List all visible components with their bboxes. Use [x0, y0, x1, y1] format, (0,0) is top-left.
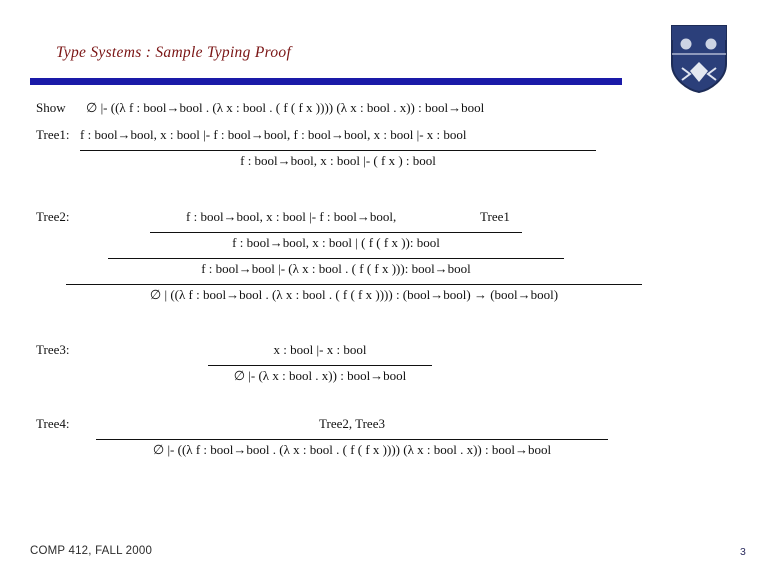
- tree2-inference-line-1: [150, 232, 522, 233]
- tree1-label: Tree1:: [36, 127, 70, 142]
- tree1-inference-line: [80, 150, 596, 151]
- tree2-denominator: ∅ | ((λ f : bool→bool . (λ x : bool . ( f ( f x )))) : (bool→bool) → (bool→bool): [149, 287, 559, 302]
- page-title: Type Systems : Sample Typing Proof: [56, 44, 292, 61]
- tree1-numerator: f : bool→bool, x : bool |- f : bool→bool, f : bool→bool, x : bool |- x : bool: [80, 127, 467, 142]
- show-label: Show: [36, 100, 66, 115]
- tree3-label: Tree3:: [36, 342, 70, 357]
- tree2-inference-line-3: [66, 284, 642, 285]
- tree2-numerator-ref: Tree1: [480, 209, 510, 224]
- tree3-denominator: ∅ |- (λ x : bool . x)) : bool→bool: [233, 368, 407, 383]
- tree3-inference-line: [208, 365, 432, 366]
- tree4-denominator: ∅ |- ((λ f : bool→bool . (λ x : bool . ( f ( f x )))) (λ x : bool . x)) : bool→bool: [152, 442, 552, 457]
- tree2-numerator-left: f : bool→bool, x : bool |- f : bool→bool,: [186, 209, 397, 224]
- tree3-numerator: x : bool |- x : bool: [273, 342, 367, 357]
- show-statement: ∅ |- ((λ f : bool→bool . (λ x : bool . ( f ( f x )))) (λ x : bool . x)) : bool→bool: [86, 100, 485, 115]
- tree1-denominator: f : bool→bool, x : bool |- ( f x ) : bool: [240, 153, 436, 168]
- footer-course: COMP 412, FALL 2000: [30, 545, 153, 557]
- tree2-numerator-bot: f : bool→bool |- (λ x : bool . ( f ( f x ))): bool→bool: [201, 261, 471, 276]
- tree4-inference-line: [96, 439, 608, 440]
- tree4-label: Tree4:: [36, 416, 70, 431]
- university-crest-icon: [670, 24, 728, 94]
- tree2-label: Tree2:: [36, 209, 70, 224]
- page-number: 3: [740, 546, 746, 558]
- title-divider: [30, 78, 622, 85]
- tree2-numerator-mid: f : bool→bool, x : bool | ( f ( f x )): bool: [232, 235, 440, 250]
- tree2-inference-line-2: [108, 258, 564, 259]
- tree4-numerator: Tree2, Tree3: [319, 416, 385, 431]
